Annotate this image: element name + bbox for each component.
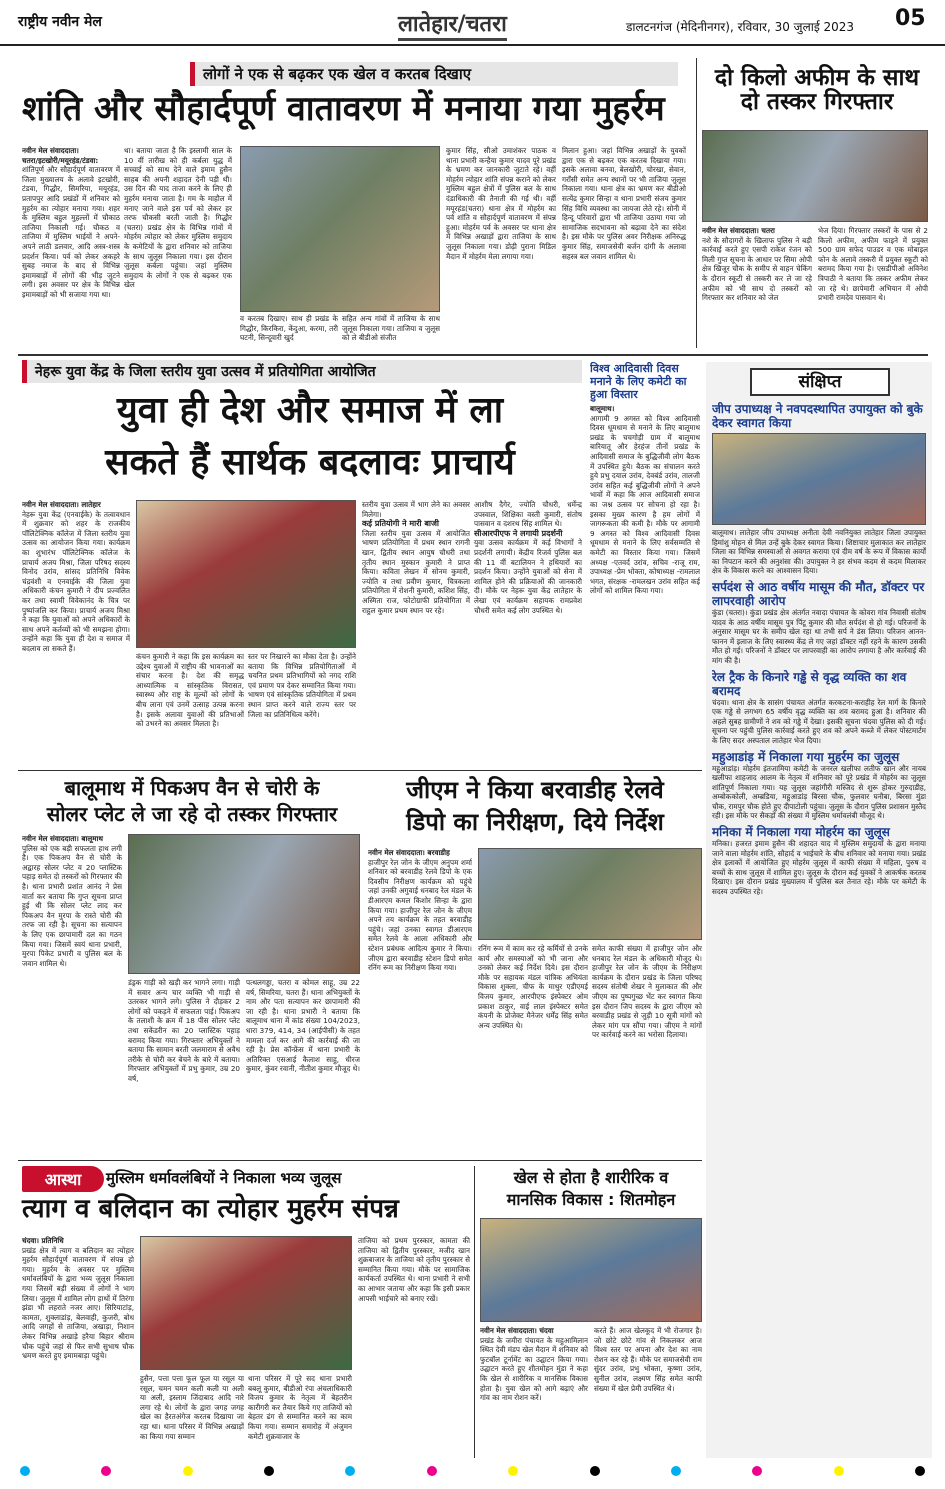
brief5-text: मनिका। हजरत इमाम हुसैन की शहादत याद में मुस्लिम समुदायों के द्वारा मनाया जाने वाला मोहर्रम शांति, सौहार्द व भाईचारे के बीच शनिवार को मनाया गया। प्रखंड क्षेत्र इलाकों में आयोजित हुए मोहर्रम जुलूस में काफी संख्या में महिला, पुरुष व बच्चों के साथ जुलूस में शामिल हुए। जुलूस के दौरान कई युवकों ने आकर्षक करतब दिखाए। इस दौरान प्रखंड मुख्यालय में पुलिस बल तैनात रहे। मौके पर कमेटी के सदस्य उपस्थित रहे। [712, 839, 926, 897]
column-divider [696, 58, 697, 348]
aastha-tag: आस्था [22, 1166, 104, 1192]
story6-byline: नवीन मेल संवाददाता। बरवाडीह [368, 848, 450, 857]
story2-photo [702, 130, 928, 222]
story1-col1 [22, 146, 120, 346]
story8-headline-2: मानसिक विकास : शितमोहन [506, 1190, 676, 1209]
story3-text-c: स्तर पर निखारने का मौका देता है। उन्होंने बताया कि विभिन्न प्रतियोगिताओं में चयनित प्रथम प्रतिभागियों को नगद राशि एवं प्रमाण पत्र देकर सम्मानित किया गया। भाषण एवं सांस्कृतिक प्रतियोगिता में प्रथम स्थान प्राप्त करने वाले राज्य स्तर पर जिला का प्रतिनिधित्व करेंगे। [248, 652, 356, 719]
story4-headline: विश्व आदिवासी दिवस मनाने के लिए कमेटी का हुआ विस्तार [590, 362, 687, 401]
section-divider-2 [18, 770, 702, 771]
story1-headline: शांति और सौहार्दपूर्ण वातावरण में मनाया गया मुहर्रम [22, 89, 665, 129]
story2-byline: नवीन मेल संवाददाता। चतरा [702, 226, 775, 235]
story8-headline-1: खेल से होता है शारीरिक व [513, 1168, 669, 1187]
print-registration-bar [0, 1462, 945, 1480]
section-divider [18, 354, 928, 356]
story5-byline: नवीन मेल संवाददाता। बालूमाथ [22, 834, 104, 843]
magenta-dot [752, 1466, 762, 1476]
story3-headline-1: युवा ही देश और समाज में ला [116, 390, 504, 431]
story3-text-d2: जिला स्तरीय युवा उत्सव में आयोजित भाषण प्रतियोगिता में प्रथम स्थान रागनी खान, द्वितीय स्थान आयुष चौधरी तथा तृतीय स्थान मुस्कान कुमारी ने प्राप्त किया। कविता लेखन में सोनम कुमारी, ज्योति व तथा प्रवीण कुमार, चित्रकला प्रतियोगिता में रोशनी कुमारी, कशिश सिंह, अस्मिता राज, फोटोग्राफी प्रतियोगिता में राहुल कुमार प्रथम स्थान पर रहे। [362, 528, 470, 615]
story1-kicker: लोगों ने एक से बढ़कर एक खेल व करतब दिखाए [190, 62, 678, 86]
story5-text-c: पत्थलगड्डा, चतरा व कोमल साहू, उम्र 22 वर्ष, सिमरिया, चतरा हैं। थाना अभियुक्तों के नाम और पता सत्यापन कर छापामारी की जा रही है। थाना प्रभारी ने बताया कि बालूमाथ थाना में कांड संख्या 104/2023, धारा 379, 414, 34 (आईपीसी) के तहत मामला दर्ज कर आगे की कार्रवाई की जा रही है। प्रेस कॉन्फ्रेंस में थाना प्रभारी के अतिरिक्त एसआई कैलाश साहु, धीरज कुमार, कुंवर रवानी, नीतीश कुमार मौजूद थे। [246, 978, 360, 1074]
story3-headline-2: सकते हैं सार्थक बदलावः प्राचार्य [105, 442, 515, 483]
story1-text-c: व करतब दिखाए। साथ ही प्रखंड के गिद्धौर, किरकिरा, केंदुआ, करमा, तरी घटनी, सिन्दूवारी खुर्द [240, 314, 338, 343]
story3-text-d: स्तरीय युवा उत्सव में भाग लेने का अवसर मिलेगा। [362, 500, 470, 519]
story4-byline: बालूमाथ। [590, 404, 615, 413]
story7-photo [140, 1236, 352, 1370]
story3-photo [136, 500, 356, 648]
yellow-dot [183, 1466, 193, 1476]
column-divider-2 [474, 1166, 475, 1458]
story3-byline: नवीन मेल संवाददाता। लातेहार [22, 500, 101, 509]
black-dot [590, 1466, 600, 1476]
story5-photo [128, 834, 360, 974]
yellow-dot [834, 1466, 844, 1476]
story5-text-a: पुलिस को एक बड़ी सफलता हाथ लगी है। एक पिकअप वैन से चोरी के अद्वारह सोलर प्लेट व 20 प्लास्टिक पहाड़ समेत दो तस्करों को गिरफ्तार की है। थाना प्रभारी प्रशांत आनंद ने प्रेस वार्ता कर बताया कि गुप्त सूचना प्राप्त हुई थी कि सोलर प्लेट लाद कर पिकअप वैन मुरपा के रास्ते चोरी की तरफ जा रही है। सूचना का सत्यापन के लिए एक छापामारी दल का गठन किया गया। जिसमें स्वयं थाना प्रभारी, मुरपा पिकेट प्रभारी व पुलिस बल के जवान शामिल थे। [22, 843, 122, 968]
story6-text-c: समेत काफी संख्या में हाजीपुर जोन और धनबाद रेल मंडल के अधिकारी मौजूद थे। हाजीपुर रेल जोन के जीएम के निरीक्षण कार्यक्रम के दौरान प्रखंड के जिला परिषद सदस्य संतोषी शेखर ने मुलाकात की और जीएम का पुष्पगुच्छ भेंट कर स्वागत किया इस दौरान जिप सदस्य के द्वारा जीएम को बरवाडीह प्रखंड से जुड़ी 10 सूत्री मांगों को लेकर मांग पत्र सौंपा गया। जीएम ने मांगों पर कार्रवाई करने का भरोसा दिलाया। [592, 944, 702, 1040]
story3-col5 [474, 500, 582, 762]
story6-text-a: हाजीपुर रेल जोन के जीएम अनुपम शर्मा शनिवार को बरवाडीह रेलवे डिपो के एक दिवसीय निरीक्षण कार्यक्रम को पहुंचे जहां उनकी अगुवाई धनबाद रेल मंडल के डीआरएम कमल किशोर सिन्हा के द्वारा किया गया। हाजीपुर रेल जोन के जीएम अपने तय कार्यक्रम के तहत बरवाडीह पहुंचे। जहां उनका स्वागत डीआरएम समेत रेलवे के आला अधिकारी और स्टेशन प्रबंधक आदित्य कुमार ने किया। जीएम द्वारा बरवाडीह स्टेशन डिपो समेत रनिंग रूम का निरीक्षण किया गया। [368, 857, 472, 973]
brand-name: राष्ट्रीय नवीन मेल [18, 14, 102, 30]
brief3-text: चंदवा। थाना क्षेत्र के सासंग पंचायत अंतर्गत करकटना-कराहीह रेल मार्ग के किनारे एक गड्ढे से लगभग 65 वर्षीय वृद्ध व्यक्ति का शव बरामद हुआ है। शनिवार की अहले सुबह ग्रामीणों ने शव को गड्ढे में देखा। इसकी सूचना चंदवा पुलिस को दी गई। सूचना पर पहुंची पुलिस कार्रवाई करते हुए शव को अपने कब्जे में लेकर पोस्टमार्टम के लिए सदर अस्पताल लातेहार भेज दिया। [712, 697, 926, 745]
cyan-dot [671, 1466, 681, 1476]
story1-text-f: मिलान हुआ। जहां विभिन्न अखाड़ों के युवकों द्वारा एक से बढ़कर एक करतब दिखाया गया। इसके अलावा बनवा, बेलखोरी, चोरखा, सेवान, गराँसी समेत अन्य स्थानों पर भी ताजिया जुलूस निकाला गया। थाना क्षेत्र का भ्रमण कर बीडीओ सत्येंद्र कुमार सिन्हा व थाना प्रभारी संजय कुमार सिंह विधि व्यवस्था का जायजा लेते रहे। सोनी में हिन्दू परिवारों द्वारा भी ताजिया उठाया गया जो सामाजिक सदभावना को बढ़ावा देने का संदेश है। इस मौके पर पुलिस अवर निरीक्षक अनिरुद्ध कुमार सिंह, समाजसेवी बर्जन दांगी के अलावा सहस्त्र बल जवान शामिल थे। [562, 146, 686, 261]
story7-text-a: प्रखंड क्षेत्र में त्याग व बलिदान का त्योहार मुहर्रम सौहार्दपूर्ण वातावरण में संपन्न हो गया। मुहर्रम के अवसर पर मुस्लिम धर्मावलंबियों के द्वारा भव्य जुलूस निकाला गया जिसमें बड़ी संख्या में लोगों ने भाग लिया। जुलूस में शामिल लोग हाथों में तिरंगा झंडा भी लहराते नजर आए। सिरियाटांड़, कामता, शुक्लाडांड़, बेलवाही, कुजरी, बोध आदि जगहों से ताजिया, अखाड़ा, निशान लेकर विभिन्न अखाड़े हरैया बिहार श्रीराम चौक पहुंचे जहां से फिर सभी सुभाष चौक भ्रमण करते हुए इमामबाड़ा पहुंचे। [22, 1245, 134, 1361]
story1-byline: नवीन मेल संवाददाता। [22, 146, 79, 155]
story7-text-b: हुसैन, पत्ता पत्ता फूल फूल या रसूल या रसूल, चमन चमन कली कली या अली या अली, इस्लाम जिंदाबाद आदि नारे लगा रहे थे। लोगों के द्वारा जगह जगह खेल का हैरतअंगेज करतब दिखाया जा रहा था। थाना परिसर में विभिन्न अखाड़ों का किया गया सम्मान [140, 1374, 244, 1441]
story3-subhead-e: सीआरपीएफ ने लगायी प्रदर्शनी [474, 528, 563, 538]
story4-text: आगामी 9 अगस्त को विश्व आदिवासी दिवस धूमधाम से मनाने के लिए बालूमाथ प्रखंड के चचगोड़ी ग्राम में बालूमाथ बारियातू और हेरहंज तीनों प्रखंड के आदिवासी समाज के बुद्धिजीवी लोग बैठक में उपस्थित हुये। बैठक का संचालन करते हुये प्रभु दयाल उरांव, देवबंर्ड उरांव, तालजी उरांव सहित कई बुद्धिजीवी लोगों ने अपने भावों में कहा कि आज आदिवासी समाज का जश्न उत्सव पर सोचना हो रहा है। इसका मुख्य कारण है हम लोगों में जागरूकता की कमी है। मौके पर आगामी 9 अगस्त को विश्व आदिवासी दिवस धूमधाम से मनाने के लिए सर्वसम्मति से कमेटी का विस्तार किया गया। जिसमें अध्यक्ष -एतवर्द उरांव, सचिव -राजू राम, उपाध्यक्ष -प्रेम भोक्ता, कोषाध्यक्ष -रामलाल भगत, संरक्षक -रामलखन उरांव सहित कई लोगों को शामिल किया गया। [590, 413, 700, 596]
section-divider-3 [18, 1160, 702, 1161]
story5-headline-2: सोलर प्लेट ले जा रहे दो तस्कर गिरफ्तार [46, 802, 338, 826]
story7-text-c: थाना परिसर में पूरे सद थाना प्रभारी बबलू कुमार, बीडीओ रंपा अंचलाधिकारी विजय कुमार के नेतृत्व में बेहतरीन कारीगरी कर तैयार किये गए ताजियों को बेहतर ढंग से सम्मानित करने का काम किया गया। सम्मान समारोह में अंजुमन कमेटी शुक्रवाजार के [248, 1374, 352, 1441]
dateline: डालटनगंज (मेदिनीनगर), रविवार, 30 जुलाई 2023 [626, 20, 855, 34]
brief4-title: महुआडांड़ में निकाला गया मुहर्रम का जुलूस [712, 749, 900, 764]
magenta-dot [101, 1466, 111, 1476]
story2-headline: दो किलो अफीम के साथ दो तस्कर गिरफ्तार [714, 65, 920, 116]
story7-col1 [22, 1236, 134, 1456]
story7-headline: त्याग व बलिदान का त्योहार मुहर्रम संपन्न [22, 1194, 399, 1224]
brief5-title: मनिका में निकाला गया मोहर्रम का जुलूस [712, 825, 890, 840]
black-dot [915, 1466, 925, 1476]
story4-block [590, 362, 700, 762]
sankshipt-content [712, 402, 926, 1452]
sankshipt-title: संक्षिप्त [750, 368, 890, 396]
story7-byline: चंदवा। प्रतिनिधि [22, 1236, 64, 1245]
story3-subhead-d: कई प्रतियोगी ने मारी बाजी [362, 519, 439, 529]
brief2-title: सर्पदंश से आठ वर्षीय मासूम की मौत, डॉक्टर पर लापरवाही आरोप [712, 579, 925, 608]
story7-text-d: ताजिया को प्रथम पुरस्कार, कामता की ताजिया को द्वितीय पुरस्कार, मजीद खान शुक्रबाजार के ताजिया को तृतीय पुरस्कार से सम्मानित किया गया। मौके पर सामाजिक कार्यकर्ता उपस्थित थे। थाना प्रभारी ने सभी का आभार जताया और कहा कि इसी प्रकार आपसी भाईचारे को बनाए रखें। [358, 1236, 470, 1303]
story5-headline-1: बालूमाथ में पिकअप वैन से चोरी के [64, 776, 320, 800]
story3-col1 [22, 500, 130, 762]
story2-text-a: नशे के सौदागरों के खिलाफ पुलिस ने बड़ी कार्रवाई करते हुए एसपी राकेश रंजन को मिली गुप्त सूचना के आधार पर सिमा ओपी क्षेत्र खिजूर चौक के समीप से वाहन चेकिंग के दौरान स्कूटी से तस्करी कर ले जा रहे अफीम को भी साथ दो तस्करों को गिरफ्तार कर शनिवार को जेल [702, 235, 812, 303]
story7-kicker: मुस्लिम धर्मावलंबियों ने निकाला भव्य जुलूस [106, 1169, 342, 1187]
story1-text-a: शांतिपूर्ण और सौहार्दपूर्ण वातावरण में जिला मुख्यालय के अलावे इटखोरी, टंडवा, गिद्धौर, सिमरिया, मयूरहंड, प्रतापपुर आदि प्रखंडों में शनिवार को मुहर्रम का त्योहार मनाया गया। शहर के मुस्लिम बहुल मुहल्लों में चौकाठ ताजिया निकाली गई। चौकठ व ताजिया में मुस्लिम भाईयों ने अपने-अपने लाठी डलवार, आदि अस्त्र-शस्त्र प्रदर्शन किया। पर्व को लेकर अकहरे सुबह नमाज के बाद से विभिन्न इमामबाड़ों में लोगों की भीड़ जुटने लगी। इस अवसर पर क्षेत्र के विभिन्न इमामबाड़ों को भी सजाया गया था। [22, 165, 120, 299]
brief1-title: जीप उपाध्यक्ष ने नवपदस्थापित उपायुक्त को बुके देकर स्वागत किया [712, 402, 923, 430]
story1-text-d: सहित अन्य गांवों में ताजिया के साथ जुलूस निकाला गया। ताजिया व जुलूस को ले बीडीओ संजीत [342, 314, 440, 343]
story6-headline-1: जीएम ने किया बरवाडीह रेलवे [406, 776, 664, 804]
cyan-dot [20, 1466, 30, 1476]
brief3-title: रेल ट्रैक के किनारे गड्ढे से वृद्ध व्यक्ति का शव बरामद [712, 669, 907, 698]
story3-col4 [362, 500, 470, 762]
cyan-dot [345, 1466, 355, 1476]
story2-col1 [702, 226, 812, 348]
story2-text-b: भेज दिया। गिरफ्तार तस्करों के पास से 2 किलो अफीम, अफीम फाइने में प्रयुक्त 500 ग्राम सफेद पाउडर व एक मोबाइल फोन के अलावे तस्करी में प्रयुक्त स्कूटी को बरामद किया गया है। एसडीपीओ अविनेश त्रिपाठी ने बताया कि तस्कर अफीम लेकर जा रहे थे। छापेमारी अभियान में ओपी प्रभारी रामदेव पासवान थे। [818, 226, 928, 303]
brief1-photo [712, 433, 926, 525]
brief1-text: बालूमाथ। लातेहार जीप उपाध्यक्ष अनीता देवी नवनियुक्त लातेहार जिला उपायुक्त हिमांशु मोहन से मिल उन्हें बुके देकर स्वागत किया। शिष्टाचार मुलाकात कर लातेहार जिला का विभिन्न समस्याओं से अवगत कराया एवं दीम वर्ष के रूप में विकास कार्यों का निपटान करने की अनुशंसा की। उपायुक्त ने हर संभव कदम से कदम मिलाकर क्षेत्र के विकास करने का आश्वासन दिया। [712, 528, 926, 576]
story3-text-b: कंचन कुमारी ने कहा कि इस कार्यक्रम का उद्देश्य युवाओं में राष्ट्रीय की भावनाओं का संचार करना है। देश की समृद्ध आध्यात्मिक व सांस्कृतिक विरासत, स्वास्थ्य और राष्ट्र के मूल्यों को लोगों के बीच लाना एवं उनमें उत्साह उत्पन्न करना है। इसके अलावा युवाओं की प्रतिभाओं को उभरने का अवसर मिलता है। [136, 652, 244, 729]
story1-text-e: कुमार सिंह, सीओ उमाशंकर पाठक व थाना प्रभारी कन्हैया कुमार यादव पूरे प्रखंड के भ्रमण कर जानकारी जुटाते रहे। वहीं मोहर्रम त्योहार शांति संपन्न कराने को लेकर मुस्लिम बहुल क्षेत्रों में पुलिस बल के साथ दंडाधिकारी की तैनाती की गई थी। वहीं मयूरहंड(चतरा) थाना क्षेत्र में मोहर्रम का पर्व शांति व सौहार्दपूर्ण वातावरण में संपन्न हुआ। मोहर्रम पर्व के अवसर पर थाना क्षेत्र में विभिन्न अखाड़ों द्वारा ताजिया के साथ जुलूस निकाला गया। डोढ़ी पुराना मिडिल मैदान में मोहर्रम मेला लगाया गया। [446, 146, 556, 261]
yellow-dot [508, 1466, 518, 1476]
story8-col1 [480, 1326, 588, 1456]
story1-place: चतरा/इटखोरी/मयूरहंड/टंडवा: [22, 155, 99, 165]
brief2-text: कुंडा (चतरा)। कुंडा प्रखंड क्षेत्र अंतर्गत नवादा पंचायत के कोवरा गांव निवासी संतोष यादव के आठ वर्षीय मासूम पुत्र पिंटू कुमार की मौत सर्पदंश से हो गई। परिजनों के अनुसार मासूम घर के समीप खेल रहा था तभी सर्प ने डंस लिया। परिजन आनन-फानन में इलाज के लिए स्वास्थ्य केंद्र ले गए जहां डॉक्टर नहीं रहने के कारण उसकी मौत हो गई। परिजनों ने डॉक्टर पर लापरवाही का आरोप लगाया है और कार्रवाई की मांग की है। [712, 607, 926, 665]
story3-text-a: नेहरू युवा केंद्र (एनवाईके) के तत्वावधान में शुक्रवार को शहर के राजकीय पॉलिटेक्निक कॉलेज में जिला स्तरीय युवा उत्सव का आयोजन किया गया। कार्यक्रम का शुभारंभ पॉलिटेक्निक कॉलेज के प्राचार्य अजय मिश्रा, जिला परिषद सदस्य विनोद उरांव, सांसद प्रतिनिधि विवेक चंद्रवंशी व एनवाईके की जिला युवा अधिकारी कंचन कुमारी ने दीप प्रज्वलित कर तथा स्वामी विवेकानंद के चित्र पर पुष्पांजलि कर किया। प्राचार्य अजय मिश्रा ने कहा कि युवाओं को अपने अधिकारों के साथ अपने कर्तव्यों को भी समझना होगा। उन्होंने कहा कि युवा ही देश व समाज में बदलाव ला सकते हैं। [22, 509, 130, 653]
story1-text-b: था। बताया जाता है कि इस्लामी साल के 10 वीं तारीख को ही कर्बला युद्ध में सच्चाई को साथ देने वाले इमाम हुसैन साहब की अपनी शहादत देनी पड़ी थी। उस दिन की याद ताजा करने के लिए ही मुहर्रम मनाया जाता है। गम के माहौल में मनाए जाने वाले इस पर्व को लेकर हर तरफ चौकसी बरती जाती है। गिद्धौर (चतरा) प्रखंड क्षेत्र के विभिन्न गांवों में मोहर्रम त्योहार को लेकर मुस्लिम समुदाय के कमेटियों के द्वारा शनिवार को ताजिया के साथ जुलूस निकाला गया। इस दौरान जुलूस कर्बला पहुंचा। जहां मुस्लिम समुदाय के लोगों ने एक से बढ़कर एक खेल [124, 146, 232, 290]
story8-text-b: करते हैं। आज खेलकूद में भी रोजगार है। जो छोटे छोटे गांव से निकलकर आज विश्व स्तर पर अपना और देश का नाम रोशन कर रहे हैं। मौके पर समाजसेवी राम सुंदर उरांव, प्रभु भोक्ता, कृष्णा उरांव, सुनील उरांव, लक्ष्मण सिंह समेत काफी संख्या में खेल प्रेमी उपस्थित थे। [594, 1326, 702, 1393]
story6-text-b: रनिंग रूम में काम कर रहे कर्मियों से उनके कार्य और समस्याओं को भी जाना और उनको लेकर कई निर्देश दिये। इस दौरान मौके पर सहायक मंडल यांत्रिक अभियंता विकास शुक्ला, चीफ के माथुर एडीएमई विजय कुमार, आरपीएफ इंस्पेक्टर ओम प्रकाश ठाकुर, वाई लाल इंस्पेक्टर समेत कंपनी के प्रोजेक्ट मैनेजर धर्मेंद्र सिंह समेत अन्य उपस्थित थे। [478, 944, 588, 1030]
story1-photo [240, 146, 440, 312]
page-number: 05 [895, 6, 926, 31]
story8-byline: नवीन मेल संवाददाता। चंदवा [480, 1326, 554, 1335]
story8-photo [480, 1218, 702, 1322]
story3-text-e2: युवा उत्सव कार्यक्रम में कई विभागों ने प्रदर्शनी लगायी। केंद्रीय रिजर्व पुलिस बल की 11 वीं बटालियन ने हथियारों का प्रदर्शन किया। उन्होंने युवाओं को सेना में शामिल होने की प्रक्रियाओं की जानकारी दी। मौके पर नेहरू युवा केंद्र लातेहार के लेखा एवं कार्यक्रम सहायक रामप्रवेश चौधरी समेत कई लोग उपस्थित थे। [474, 538, 582, 615]
story3-text-e: आशीष दैगेर, ज्योति चौधरी, धर्मेन्द्र उपस्वाल, शिक्षिका वस्ती कुमारी, संतोष पासवान व दशरथ सिंह शामिल थे। [474, 500, 582, 529]
section-title: लातेहार/चतरा [398, 8, 507, 41]
story5-col1 [22, 834, 122, 1152]
story5-text-b: डंड्रक गाड़ी को खड़ी कर भागने लगा। गाड़ी में सवार अन्य चार व्यक्ति भी गाड़ी से उतरकर भागने लगे। पुलिस ने दौड़कर 2 लोगों को पकड़ने में सफलता पाई। पिकअप के तलाशी के क्रम में 18 पीस सोलर प्लेट तथा सकेंडरीन का 20 प्लास्टिक पहाड़ बरामद किया गया। गिरफ्तार अभियुक्तों ने बताया कि सामान बरती जलमाराम से अवैध तरीके से चोरी कर बेचने के बारे में बताया। गिरफ्तार अभियुक्तों में प्रभु कुमार, उम्र 20 वर्ष, [128, 978, 240, 1083]
magenta-dot [427, 1466, 437, 1476]
story6-photo [478, 848, 702, 940]
black-dot [264, 1466, 274, 1476]
story6-headline-2: डिपो का निरीक्षण, दिये निर्देश [406, 808, 664, 836]
story8-text-a: प्रखंड के जमीरा पंचायत के महुआमिलान स्थित देवी मंडप खेल मैदान में शनिवार को फुटबॉल टूर्नामेंट का उद्घाटन किया गया। उद्घाटन करते हुए शीतमोहन मुंडा ने कहा कि खेल से शारीरिक व मानसिक विकास होता है। युवा खेल को आगे बढ़ाएं और गांव का नाम रोशन करें। [480, 1335, 588, 1403]
story3-kicker: नेहरू युवा केंद्र के जिला स्तरीय युवा उत्सव में प्रतियोगिता आयोजित [22, 360, 582, 383]
story6-col1 [368, 848, 472, 1152]
brief4-text: महुआडांड़। मोहर्रम इंतजामिया कमेटी के जनरल खलीफा लतीफ खान और नायब खलीफा शाहजाद आलम के नेतृत्व में शनिवार को पूरे प्रखंड में मोहर्रम का जुलूस शांतिपूर्ण निकाला गया। यह जुलूस जहांगीरी मस्जिद से शुरू होकर गुरुदाडीह, अम्बोककोली, अम्ब्रडिया, महुआडांड़ बिरसा चौक, फुलवार घनौबा, बिरसा मुंडा चौक, रामपुर चौक होते हुए दीपाटोली पहुंचा। जुलूस के दौरान पुलिस प्रशासन मुस्तैद रही। इस मौके पर सैकड़ों की संख्या में मुस्लिम धर्मावलंबी मौजूद थे। [712, 763, 926, 821]
masthead [0, 0, 945, 46]
